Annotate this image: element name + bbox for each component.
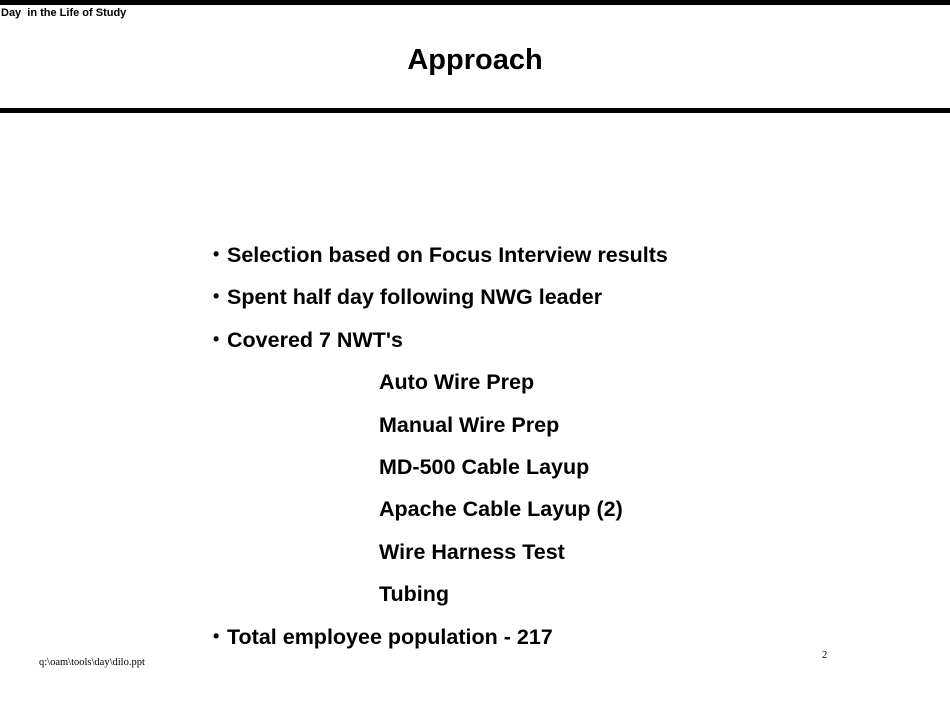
bullet-glyph: •: [213, 328, 220, 349]
bullet-text: Selection based on Focus Interview results: [227, 243, 668, 267]
page-number: 2: [822, 650, 828, 661]
top-rule: [0, 0, 950, 5]
bullet-item: [213, 622, 668, 664]
sub-item: MD-500 Cable Layup: [379, 454, 590, 479]
bullet-item: [213, 325, 668, 367]
bullet-item: [213, 282, 668, 324]
bullet-text: Total employee population - 217: [227, 624, 553, 649]
bullet-glyph: •: [213, 625, 220, 646]
bullet-glyph: •: [213, 286, 220, 307]
bullet-glyph: •: [213, 244, 220, 264]
sub-item: Tubing: [379, 582, 450, 607]
title-rule: [0, 108, 950, 113]
bullet-text: Spent half day following NWG leader: [227, 285, 603, 310]
footer-file-path: q:\oam\tools\day\dilo.ppt: [39, 657, 145, 668]
sub-item: Wire Harness Test: [379, 539, 565, 564]
bullet-list: [213, 240, 668, 664]
bullet-item: [213, 240, 668, 282]
sub-item: Manual Wire Prep: [379, 412, 560, 437]
sub-item: Apache Cable Layup (2): [379, 497, 623, 522]
slide-title: Approach: [407, 44, 543, 76]
header-label: Day in the Life of Study: [1, 7, 127, 19]
bullet-text: Covered 7 NWT's: [227, 327, 403, 352]
sub-item: Auto Wire Prep: [379, 370, 535, 395]
